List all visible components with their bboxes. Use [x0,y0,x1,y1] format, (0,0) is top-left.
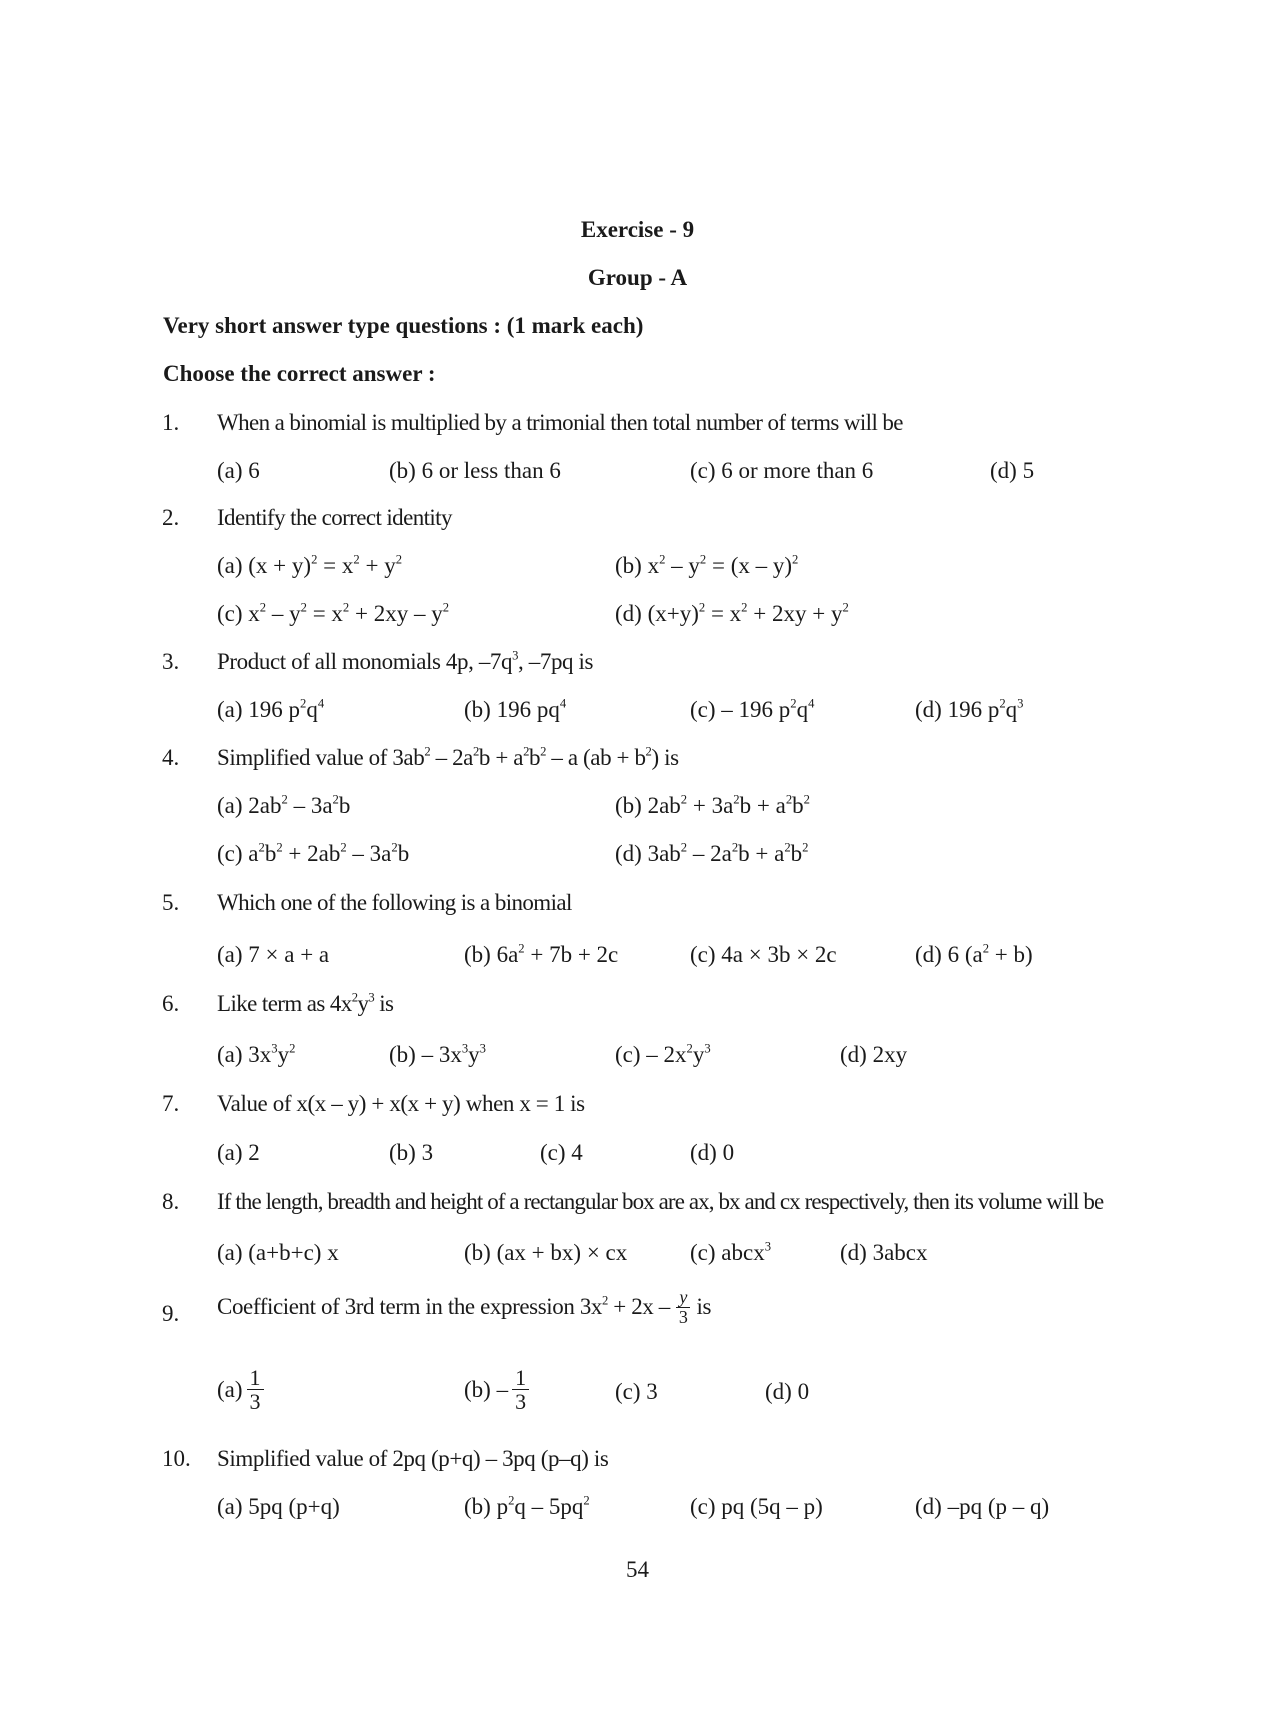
option: (d) –pq (p – q) [915,1494,1050,1519]
option-label: (a) [217,1376,243,1402]
option: (d) 0 [690,1140,735,1165]
option [217,1366,264,1413]
option: (c) abcx$^3$ [690,1239,772,1265]
option: (a) (a+b+c) x [217,1240,339,1265]
question-number: 3. [162,649,180,674]
option [464,1366,529,1413]
option: (d) 2xy [840,1042,908,1067]
option: (b) $6a^2 + 7b + 2c$ [464,941,619,967]
option: (d) 3abcx [840,1240,928,1265]
option: (d) 6 $(a^2 + b)$ [915,941,1033,967]
question-number: 9. [162,1301,180,1326]
question-text: Simplified value of $3ab^2 - 2a^2b + a^2b^2 - a$ $(ab + b^2)$ is [217,744,679,770]
option: (d) 0 [765,1379,810,1404]
exercise-title: Exercise - 9 [580,217,695,242]
question-number: 8. [162,1189,180,1214]
question-text: If the length, breadth and height of a rectangular box are ax, bx and cx respectively, then its volume will be [217,1189,1104,1214]
fraction [676,1288,691,1327]
fraction-numerator: 1 [512,1366,529,1390]
option: (d) $3ab^2 - 2a^2b + a^2b^2$ [615,840,809,866]
option: (b) $2ab^2 + 3a^2b + a^2b^2$ [615,792,810,818]
fraction [247,1366,264,1413]
option: (a) $3x^3y^2$ [217,1041,296,1067]
question-text-part: Coefficient of 3rd term in the expression $3x^2 + 2x$ – [217,1293,670,1320]
question-number: 5. [162,890,180,915]
question-text: Like term as $4x^2y^3$ is [217,990,394,1016]
option: (a) 5pq (p+q) [217,1494,340,1519]
option: (d) 196 $p^2q^3$ [915,696,1024,722]
fraction-numerator: 1 [247,1366,264,1390]
question-number: 1. [162,410,180,435]
option: (c) 4 [540,1140,583,1165]
option: (d) 5 [990,458,1035,483]
question-text: When a binomial is multiplied by a trimonial then total number of terms will be [217,410,903,435]
option: (c) $x^2 - y^2 = x^2 + 2xy - y^2$ [217,600,450,626]
option: (d) $(x+y)^2 = x^2 + 2xy + y^2$ [615,600,849,626]
question-number: 7. [162,1091,180,1116]
option: (b) $p^2q - 5pq^2$ [464,1493,590,1519]
option: (a) 6 [217,458,260,483]
option: (a) $(x + y)^2 = x^2 + y^2$ [217,552,403,578]
option: (c) 6 or more than 6 [690,458,874,483]
question-number: 10. [162,1446,191,1471]
section-heading: Very short answer type questions : (1 mark each) [163,313,644,338]
question-text-part: is [696,1294,712,1320]
fraction-denominator: 3 [249,1389,261,1415]
option: $(c) - 2x^2y^3$ [615,1041,711,1067]
option: (b) 6 or less than 6 [389,458,561,483]
option: (b) (ax + bx) × cx [464,1240,628,1265]
fraction-denominator: 3 [515,1389,527,1415]
option: $(b) - 3x^3y^3$ [389,1041,486,1067]
option: (a) 196 $p^2q^4$ [217,696,325,722]
question-number: 2. [162,505,180,530]
option: (b) $x^2 - y^2 = (x - y)^2$ [615,552,799,578]
option-label: (b) – [464,1376,509,1402]
question-text: Which one of the following is a binomial [217,890,572,915]
option: (c) – 196 $p^2q^4$ [690,696,815,722]
option: (b) 196 $pq^4$ [464,696,567,722]
instruction: Choose the correct answer : [163,361,436,386]
group-title: Group - A [587,265,688,290]
option: (a) $2ab^2 - 3a^2b$ [217,792,351,818]
option: (c) pq (5q – p) [690,1494,823,1519]
page-number: 54 [626,1557,649,1582]
question-number: 4. [162,745,180,770]
question-text: Product of all monomials 4p, $-7q^3$, –7pq is [217,648,594,674]
fraction [512,1366,529,1413]
option: (b) 3 [389,1140,434,1165]
question-text: Simplified value of 2pq (p+q) – 3pq (p–q) is [217,1446,609,1471]
option: (a) 2 [217,1140,260,1165]
question-text: Value of x(x – y) + x(x + y) when x = 1 is [217,1091,585,1116]
option: (a) 7 × a + a [217,942,330,967]
fraction-denominator: 3 [678,1306,688,1327]
option: (c) 4a × 3b × 2c [690,942,837,967]
question-number: 6. [162,991,180,1016]
fraction-numerator: y [676,1288,691,1308]
option: (c) $a^2b^2 + 2ab^2 - 3a^2b$ [217,840,410,866]
option: (c) 3 [615,1379,658,1404]
question-text: Identify the correct identity [217,505,452,530]
question-text [217,1288,711,1327]
